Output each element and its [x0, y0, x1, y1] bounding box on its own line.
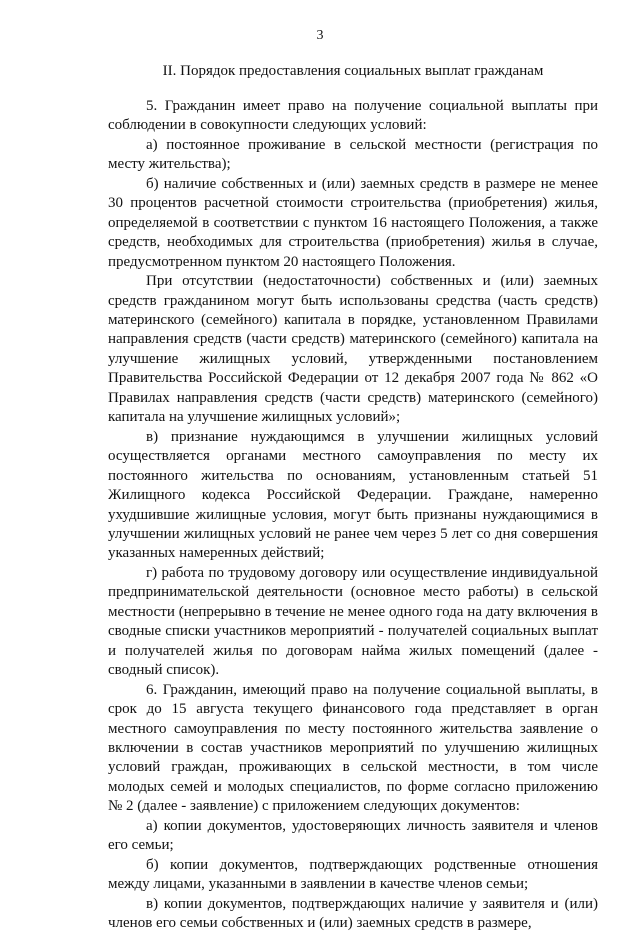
paragraph-5b-note: При отсутствии (недостаточности) собственных и (или) заемных средств гражданином могут быть использованы средства (часть средств) материнского (семейного) капитала в порядке, установленном Правилами направления средств (части средств) материнского (семейного) капитала на улучшение жилищных условий, утвержденными постановлением Правительства Российской Федерации от 12 декабря 2007 года № 862 «О Правилах направления средств (части средств) материнского (семейного) капитала на улучшение жилищных условий»; — [108, 273, 598, 426]
paragraph-5g: г) работа по трудовому договору или осуществление индивидуальной предпринимательской деятельности (основное место работы) в сельской местности (непрерывно в течение не менее одного года на дату включения в сводные списки участников мероприятий - получателей социальных выплат и получателей жилья по договорам найма жилых помещений (далее - сводный список). — [108, 564, 598, 679]
paragraph-6: 6. Гражданин, имеющий право на получение социальной выплаты, в срок до 15 августа текущего финансового года представляет в орган местного самоуправления по месту постоянного жительства заявление о включении в состав участников мероприятий по улучшению жилищных условий граждан, проживающих в сельской местности, в том числе молодых семей и молодых специалистов, по форме согласно приложению № 2 (далее - заявление) с приложением следующих документов: — [108, 681, 598, 815]
paragraph-5b: б) наличие собственных и (или) заемных средств в размере не менее 30 процентов расчетной стоимости строительства (приобретения) жилья, определяемой в соответствии с пунктом 16 настоящего Положения, а также средств, необходимых для строительства (приобретения) жилья в случае, предусмотренном пунктом 20 настоящего Положения. — [108, 175, 598, 270]
paragraph-6a: а) копии документов, удостоверяющих личность заявителя и членов его семьи; — [108, 817, 598, 854]
paragraph-5: 5. Гражданин имеет право на получение социальной выплаты при соблюдении в совокупности следующих условий: — [108, 98, 598, 134]
page-number: 3 — [316, 28, 324, 43]
paragraph-5v: в) признание нуждающимся в улучшении жилищных условий осуществляется органами местного самоуправления по месту их постоянного жительства по основаниям, установленным статьей 51 Жилищного кодекса Российской Федерации. Граждане, намеренно ухудшившие жилищные условия, могут быть признаны нуждающимися в улучшении жилищных условий не ранее чем через 5 лет со дня совершения указанных намеренных действий; — [108, 428, 598, 562]
paragraph-6v: в) копии документов, подтверждающих наличие у заявителя и (или) членов его семьи собственных и (или) заемных средств в размере, — [108, 895, 598, 932]
paragraph-6b: б) копии документов, подтверждающих родственные отношения между лицами, указанными в заявлении в качестве членов семьи; — [108, 856, 598, 893]
paragraph-5a: а) постоянное проживание в сельской местности (регистрация по месту жительства); — [108, 136, 598, 173]
document-body — [108, 97, 598, 933]
section-heading: II. Порядок предоставления социальных выплат гражданам — [162, 63, 544, 79]
